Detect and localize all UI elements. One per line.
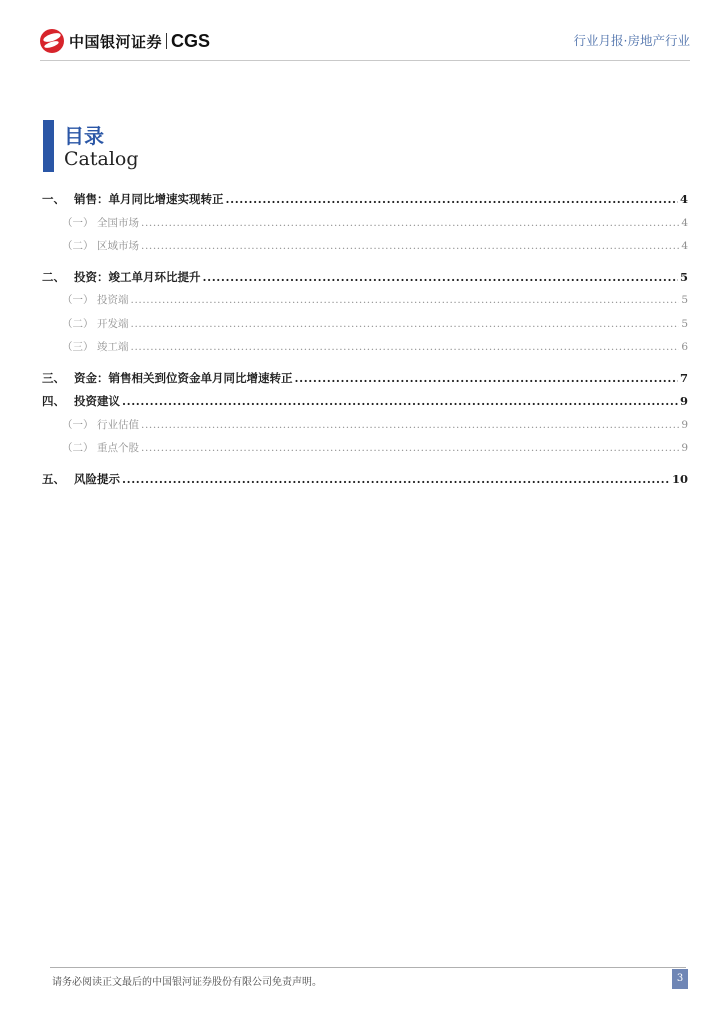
- toc-entry-level2[interactable]: [42, 313, 688, 337]
- toc-entry-number: 二、: [42, 269, 65, 284]
- toc-entry-level2[interactable]: [42, 289, 688, 313]
- toc-entry-level1[interactable]: [42, 390, 688, 414]
- catalog-title-cn: 目录: [64, 124, 104, 148]
- toc-entry-page: 9: [681, 442, 688, 454]
- toc-dot-leader: [131, 289, 680, 313]
- toc-entry-page: 4: [681, 216, 688, 229]
- toc-dot-leader: [141, 437, 679, 461]
- toc-dot-leader: [295, 367, 678, 391]
- toc-entry-title: 资金：销售相关到位资金单月同比增速转正: [74, 370, 293, 385]
- toc-entry-page: 4: [679, 192, 688, 206]
- toc-entry-number: （一）: [62, 294, 94, 306]
- report-type-label: 行业月报·房地产行业: [573, 33, 690, 48]
- cgs-logo-icon: [40, 29, 64, 53]
- toc-entry-title: 投资：竣工单月环比提升: [74, 269, 201, 284]
- toc-entry-number: 五、: [42, 471, 65, 486]
- toc-entry-page: 9: [679, 394, 688, 408]
- toc-entry-page: 10: [671, 471, 688, 486]
- toc-dot-leader: [203, 266, 678, 290]
- toc-entry-title: 行业估值: [97, 418, 139, 431]
- toc-entry-level2[interactable]: [42, 212, 688, 236]
- logo-divider: [166, 33, 167, 49]
- toc-entry-title: 风险提示: [74, 471, 120, 486]
- toc-entry-number: （一）: [62, 216, 94, 229]
- toc-entry-level2[interactable]: [42, 414, 688, 438]
- toc-entry-level1[interactable]: [42, 266, 688, 290]
- toc-entry-page: 7: [679, 370, 688, 385]
- toc-entry-page: 9: [681, 418, 688, 431]
- toc-dot-leader: [141, 414, 679, 438]
- toc-entry-level1[interactable]: [42, 188, 688, 212]
- toc-entry-title: 开发端: [97, 317, 129, 330]
- page-number-badge: 3: [672, 969, 688, 989]
- toc-entry-title: 全国市场: [97, 216, 139, 229]
- page-header: [0, 0, 724, 62]
- toc-entry-page: 5: [681, 317, 688, 330]
- toc-entry-number: 一、: [42, 192, 65, 206]
- toc-entry-number: （一）: [62, 418, 94, 431]
- catalog-accent-bar: [43, 120, 54, 172]
- toc-entry-level2[interactable]: [42, 235, 688, 259]
- catalog-title-en: Catalog: [64, 148, 139, 170]
- toc-dot-leader: [131, 313, 680, 337]
- toc-entry-title: 投资端: [97, 294, 129, 306]
- toc-entry-number: （二）: [62, 240, 94, 252]
- toc-entry-number: （三）: [62, 341, 94, 353]
- header-divider: [40, 60, 690, 61]
- toc-entry-number: （二）: [62, 317, 94, 330]
- toc-dot-leader: [226, 188, 678, 212]
- toc-entry-title: 重点个股: [97, 442, 139, 454]
- toc-entry-level2[interactable]: [42, 336, 688, 360]
- toc-entry-level2[interactable]: [42, 437, 688, 461]
- toc-entry-page: 4: [681, 240, 688, 252]
- toc-dot-leader: [122, 468, 670, 492]
- table-of-contents: [42, 188, 688, 491]
- toc-entry-page: 6: [681, 341, 688, 353]
- toc-dot-leader: [122, 390, 678, 414]
- toc-entry-title: 竣工端: [97, 341, 129, 353]
- toc-entry-number: （二）: [62, 442, 94, 454]
- toc-dot-leader: [141, 235, 679, 259]
- footer-divider: [50, 967, 686, 968]
- toc-entry-title: 投资建议: [74, 394, 120, 408]
- logo-chinese-name: 中国银河证券: [69, 32, 163, 51]
- toc-entry-level1[interactable]: [42, 367, 688, 391]
- footer-disclaimer: 请务必阅读正文最后的中国银河证券股份有限公司免责声明。: [52, 977, 322, 988]
- toc-dot-leader: [141, 212, 679, 236]
- toc-entry-level1[interactable]: [42, 468, 688, 492]
- toc-entry-page: 5: [679, 269, 688, 284]
- company-logo: [40, 28, 210, 54]
- toc-dot-leader: [131, 336, 680, 360]
- toc-entry-title: 销售：单月同比增速实现转正: [74, 192, 224, 206]
- toc-entry-number: 三、: [42, 370, 65, 385]
- toc-entry-number: 四、: [42, 394, 65, 408]
- toc-entry-title: 区域市场: [97, 240, 139, 252]
- toc-entry-page: 5: [681, 294, 688, 306]
- logo-english-name: CGS: [171, 30, 211, 51]
